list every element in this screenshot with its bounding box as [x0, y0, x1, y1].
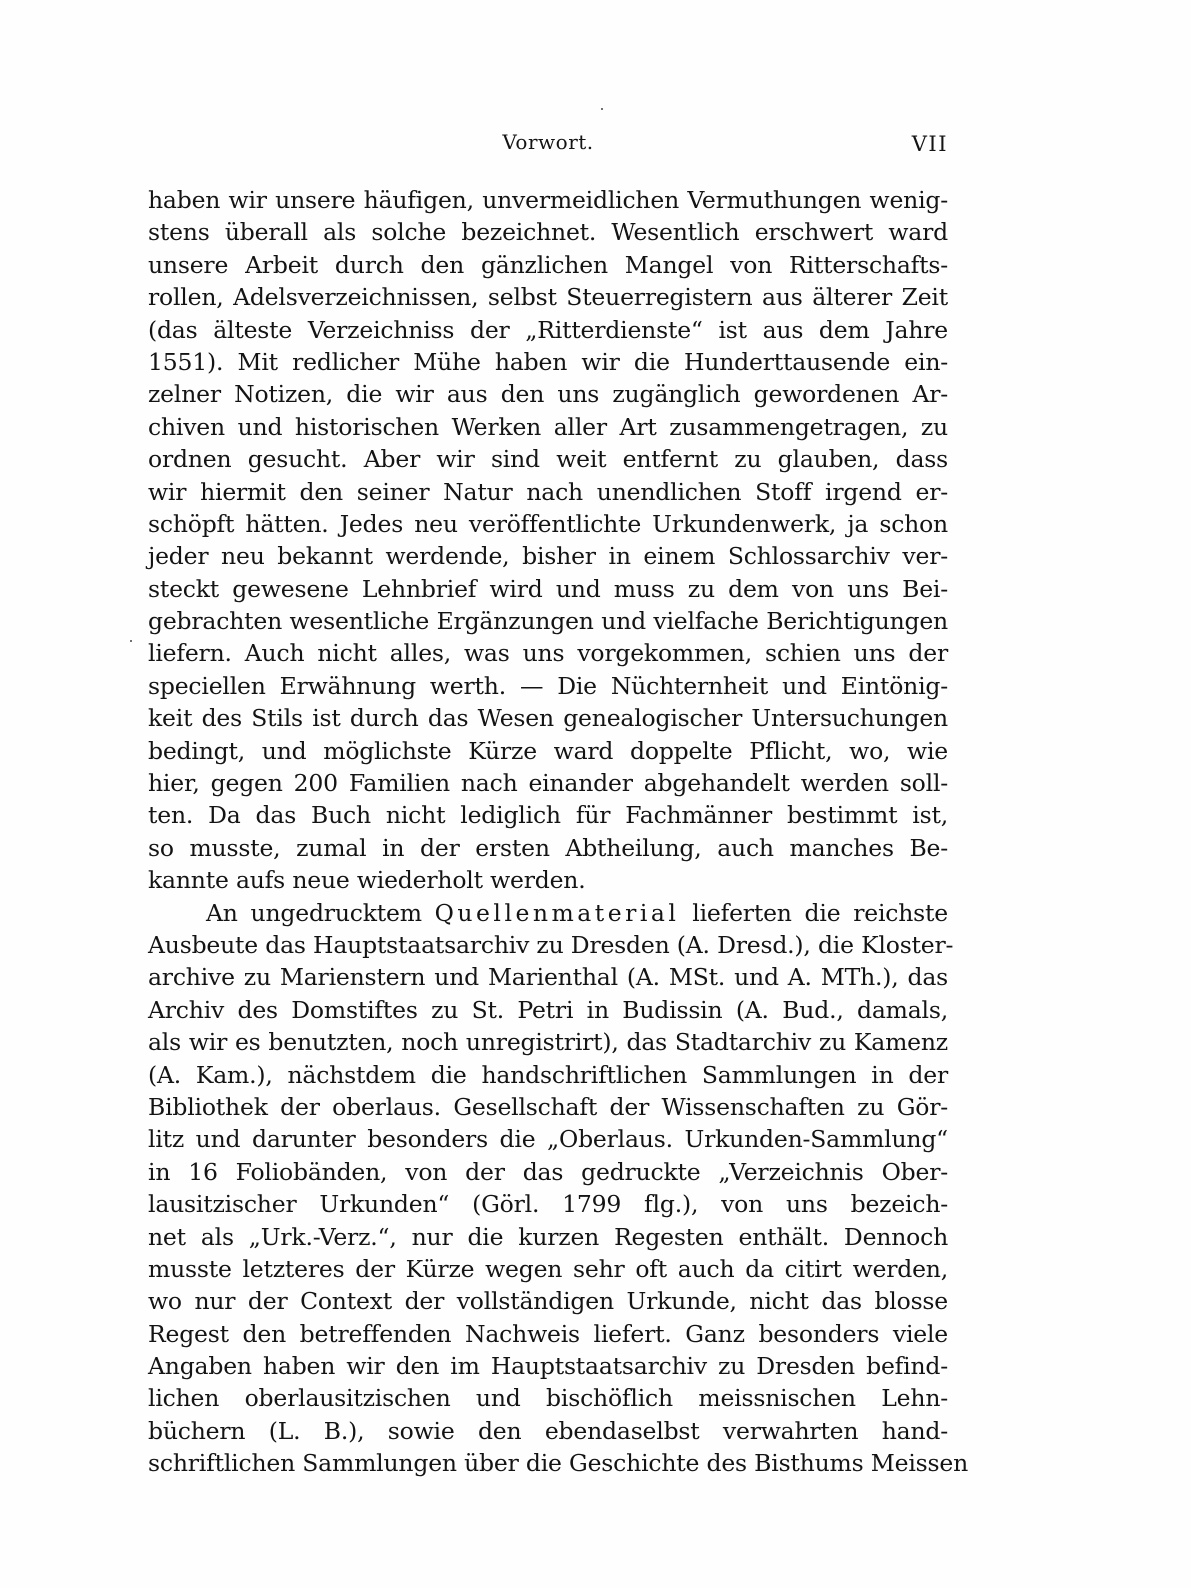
- text-line: archive zu Marienstern und Marienthal (A. MSt. und A. MTh.), das: [148, 963, 948, 992]
- text-line: so musste, zumal in der ersten Abtheilung, auch manches Be-: [148, 833, 948, 862]
- page-number: VII: [911, 132, 948, 156]
- text-line: Bibliothek der oberlaus. Gesellschaft der Wissenschaften zu Gör-: [148, 1092, 948, 1121]
- text-line: zelner Notizen, die wir aus den uns zugänglich gewordenen Ar-: [148, 380, 948, 409]
- text-line: (A. Kam.), nächstdem die handschriftlichen Sammlungen in der: [148, 1060, 948, 1089]
- text-line: lichen oberlausitzischen und bischöflich meissnischen Lehn-: [148, 1384, 948, 1413]
- text-line: als wir es benutzten, noch unregistrirt), das Stadtarchiv zu Kamenz: [148, 1028, 948, 1057]
- text-line: rollen, Adelsverzeichnissen, selbst Steuerregistern aus älterer Zeit: [148, 283, 948, 312]
- emphasized-term: Quellenmaterial: [434, 898, 680, 927]
- text-line: musste letzteres der Kürze wegen sehr oft auch da citirt werden,: [148, 1254, 948, 1283]
- text-line: chiven und historischen Werken aller Art zusammengetragen, zu: [148, 412, 948, 441]
- text-line: litz und darunter besonders die „Oberlaus. Urkunden-Sammlung“: [148, 1125, 948, 1154]
- text-fragment: An ungedrucktem: [206, 898, 422, 927]
- running-head: [148, 130, 948, 162]
- text-line: in 16 Foliobänden, von der das gedruckte „Verzeichnis Ober-: [148, 1157, 948, 1186]
- text-line: hier, gegen 200 Familien nach einander abgehandelt werden soll-: [148, 769, 948, 798]
- text-line: Regest den betreffenden Nachweis liefert. Ganz besonders viele: [148, 1319, 948, 1348]
- scan-speck: [130, 640, 132, 642]
- text-line: liefern. Auch nicht alles, was uns vorgekommen, schien uns der: [148, 639, 948, 668]
- text-line: lausitzischer Urkunden“ (Görl. 1799 flg.), von uns bezeich-: [148, 1190, 948, 1219]
- text-line: Angaben haben wir den im Hauptstaatsarchiv zu Dresden befind-: [148, 1352, 948, 1381]
- text-line: büchern (L. B.), sowie den ebendaselbst verwahrten hand-: [148, 1416, 948, 1445]
- text-line: jeder neu bekannt werdende, bisher in einem Schlossarchiv ver-: [148, 542, 948, 571]
- text-fragment: lieferten die reichste: [692, 898, 948, 927]
- body-text: [148, 184, 968, 1480]
- text-line: schöpft hätten. Jedes neu veröffentlichte Urkundenwerk, ja schon: [148, 509, 948, 538]
- text-line: Ausbeute das Hauptstaatsarchiv zu Dresden (A. Dresd.), die Kloster-: [148, 930, 954, 959]
- text-line: unsere Arbeit durch den gänzlichen Mangel von Ritterschafts-: [148, 250, 948, 279]
- text-line: ordnen gesucht. Aber wir sind weit entfernt zu glauben, dass: [148, 445, 948, 474]
- text-line: keit des Stils ist durch das Wesen genealogischer Untersuchungen: [148, 704, 948, 733]
- text-line: speciellen Erwähnung werth. — Die Nüchternheit und Eintönig-: [148, 671, 948, 700]
- text-line: Archiv des Domstiftes zu St. Petri in Budissin (A. Bud., damals,: [148, 995, 948, 1024]
- scan-speck: [601, 108, 603, 110]
- text-line: kannte aufs neue wiederholt werden.: [148, 866, 586, 895]
- text-line: haben wir unsere häufigen, unvermeidlichen Vermuthungen wenig-: [148, 186, 948, 214]
- paragraph-2: [148, 897, 968, 1480]
- paragraph-1: [148, 184, 948, 897]
- text-line: net als „Urk.-Verz.“, nur die kurzen Regesten enthält. Dennoch: [148, 1222, 948, 1251]
- text-line: wir hiermit den seiner Natur nach unendlichen Stoff irgend er-: [148, 477, 948, 506]
- text-line: steckt gewesene Lehnbrief wird und muss zu dem von uns Bei-: [148, 574, 948, 603]
- page-title: Vorwort.: [502, 130, 594, 154]
- text-line: (das älteste Verzeichniss der „Ritterdienste“ ist aus dem Jahre: [148, 315, 948, 344]
- text-line: bedingt, und möglichste Kürze ward doppelte Pflicht, wo, wie: [148, 736, 948, 765]
- text-line: ten. Da das Buch nicht lediglich für Fachmänner bestimmt ist,: [148, 801, 948, 830]
- text-line: stens überall als solche bezeichnet. Wesentlich erschwert ward: [148, 218, 948, 247]
- text-line: schriftlichen Sammlungen über die Geschichte des Bisthums Meissen: [148, 1449, 968, 1478]
- text-line: gebrachten wesentliche Ergänzungen und vielfache Berichtigungen: [148, 607, 948, 636]
- text-line-first: [148, 897, 948, 929]
- text-line: wo nur der Context der vollständigen Urkunde, nicht das blosse: [148, 1287, 948, 1316]
- text-line: 1551). Mit redlicher Mühe haben wir die Hunderttausende ein-: [148, 347, 948, 376]
